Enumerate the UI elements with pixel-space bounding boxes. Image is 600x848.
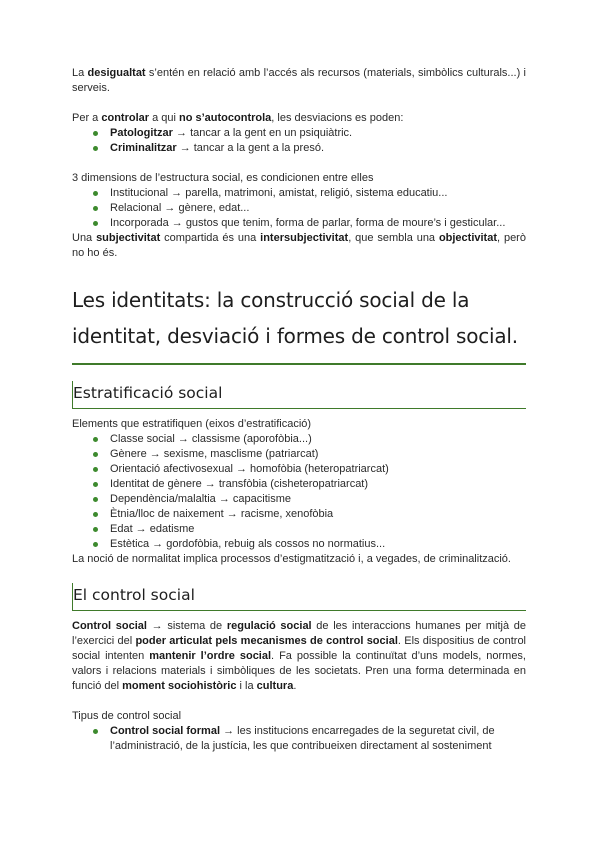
subheading-estratificacio: Estratificació social [73, 384, 223, 402]
text-run: , que sembla una [348, 232, 439, 244]
text-run: , però no ho és. [72, 232, 526, 259]
text-run: s’entén en relació amb l’accés als recursos (materials, simbòlics culturals...) i serveis. [72, 67, 526, 94]
text-run: 3 dimensions de l’estructura social, es condicionen entre elles [72, 172, 374, 184]
bullet-list [72, 724, 526, 754]
text-run: Ètnia/lloc de naixement → racisme, xenofòbia [110, 508, 334, 520]
text-run: Orientació afectivosexual → homofòbia (heteropatriarcat) [110, 463, 389, 475]
text-run: La [72, 67, 88, 79]
heading-divider [72, 363, 526, 365]
text-run: Institucional → parella, matrimoni, amistat, religió, sistema educatiu... [110, 187, 448, 199]
paragraph [72, 709, 526, 724]
section-heading: Les identitats: la construcció social de la identitat, desviació i formes de control social. [72, 288, 518, 348]
list-item [110, 522, 526, 537]
list-item [110, 507, 526, 522]
text-run: Tipus de control social [72, 710, 182, 722]
list-item [110, 216, 526, 231]
bullet-list [72, 186, 526, 231]
text-run: → tancar a la gent a la presó. [176, 142, 325, 154]
text-run: La noció de normalitat implica processos d’estigmatització i, a vegades, de criminalització. [72, 553, 511, 565]
list-item [110, 492, 526, 507]
text-run: → tancar a la gent en un psiquiàtric. [172, 127, 353, 139]
text-run: Relacional → gènere, edat... [110, 202, 250, 214]
paragraph [72, 417, 526, 432]
text-run: Identitat de gènere → transfòbia (cisheteropatriarcat) [110, 478, 369, 490]
list-item [110, 432, 526, 447]
list-item [110, 186, 526, 201]
text-run: . [293, 680, 297, 692]
bold-text: Control social formal [110, 725, 221, 737]
text-run: → sistema de [146, 620, 227, 632]
text-run: de les interaccions humanes per mitjà de l’exercici del [72, 620, 527, 647]
paragraph [72, 111, 526, 126]
list-item [110, 126, 526, 141]
bullet-list [72, 126, 526, 156]
bold-text: cultura [256, 680, 294, 692]
subheading-box [72, 381, 526, 409]
text-run: Una [72, 232, 97, 244]
list-item [110, 201, 526, 216]
text-run: Incorporada → gustos que tenim, forma de parlar, forma de moure’s i gesticular... [110, 217, 506, 229]
bold-text: poder articulat pels mecanismes de control social [135, 635, 398, 647]
bold-text: desigualtat [87, 67, 146, 79]
list-item [110, 447, 526, 462]
bold-text: moment sociohistòric [122, 680, 237, 692]
bold-text: mantenir l’ordre social [149, 650, 272, 662]
subheading-box [72, 583, 526, 611]
list-item [110, 141, 526, 156]
page-content [72, 66, 526, 754]
bold-text: subjectivitat [96, 232, 161, 244]
bold-text: Control social [72, 620, 147, 632]
list-item [110, 537, 526, 552]
paragraph [72, 171, 526, 186]
bold-text: objectivitat [438, 232, 498, 244]
bold-text: Patologitzar [110, 127, 173, 139]
list-item [110, 724, 526, 754]
text-run: . Els dispositius de control social intenten [72, 635, 526, 662]
text-run: Classe social → classisme (aporofòbia...) [110, 433, 312, 445]
text-run: Dependència/malaltia → capacitisme [110, 493, 291, 505]
text-run: Elements que estratifiquen (eixos d’estratificació) [72, 418, 312, 430]
text-run: Per a [72, 112, 102, 124]
subheading-control-social: El control social [73, 586, 195, 604]
bold-text: regulació social [226, 620, 312, 632]
text-run: i la [236, 680, 257, 692]
bold-text: no s’autocontrola [179, 112, 272, 124]
bold-text: Criminalitzar [110, 142, 177, 154]
text-run: a qui [149, 112, 180, 124]
text-run: Gènere → sexisme, masclisme (patriarcat) [110, 448, 319, 460]
text-run: → les institucions encarregades de la seguretat civil, de l’administració, de la justícia, les que contribueixen directament al sosteniment [110, 725, 495, 752]
paragraph [72, 552, 526, 567]
list-item [110, 477, 526, 492]
bold-text: controlar [101, 112, 150, 124]
text-run: Estètica → gordofòbia, rebuig als cossos no normatius... [110, 538, 386, 550]
text-run: Edat → edatisme [110, 523, 195, 535]
paragraph [72, 231, 526, 261]
bold-text: intersubjectivitat [260, 232, 349, 244]
text-run: , les desviacions es poden: [271, 112, 404, 124]
paragraph [72, 66, 526, 96]
text-run: . Fa possible la continuïtat d’uns models, normes, valors i relacions materials i simbòliques de les societats. Pren una forma determinada en funció del [72, 650, 526, 692]
paragraph [72, 619, 526, 694]
bullet-list [72, 432, 526, 552]
text-run: compartida és una [160, 232, 261, 244]
list-item [110, 462, 526, 477]
